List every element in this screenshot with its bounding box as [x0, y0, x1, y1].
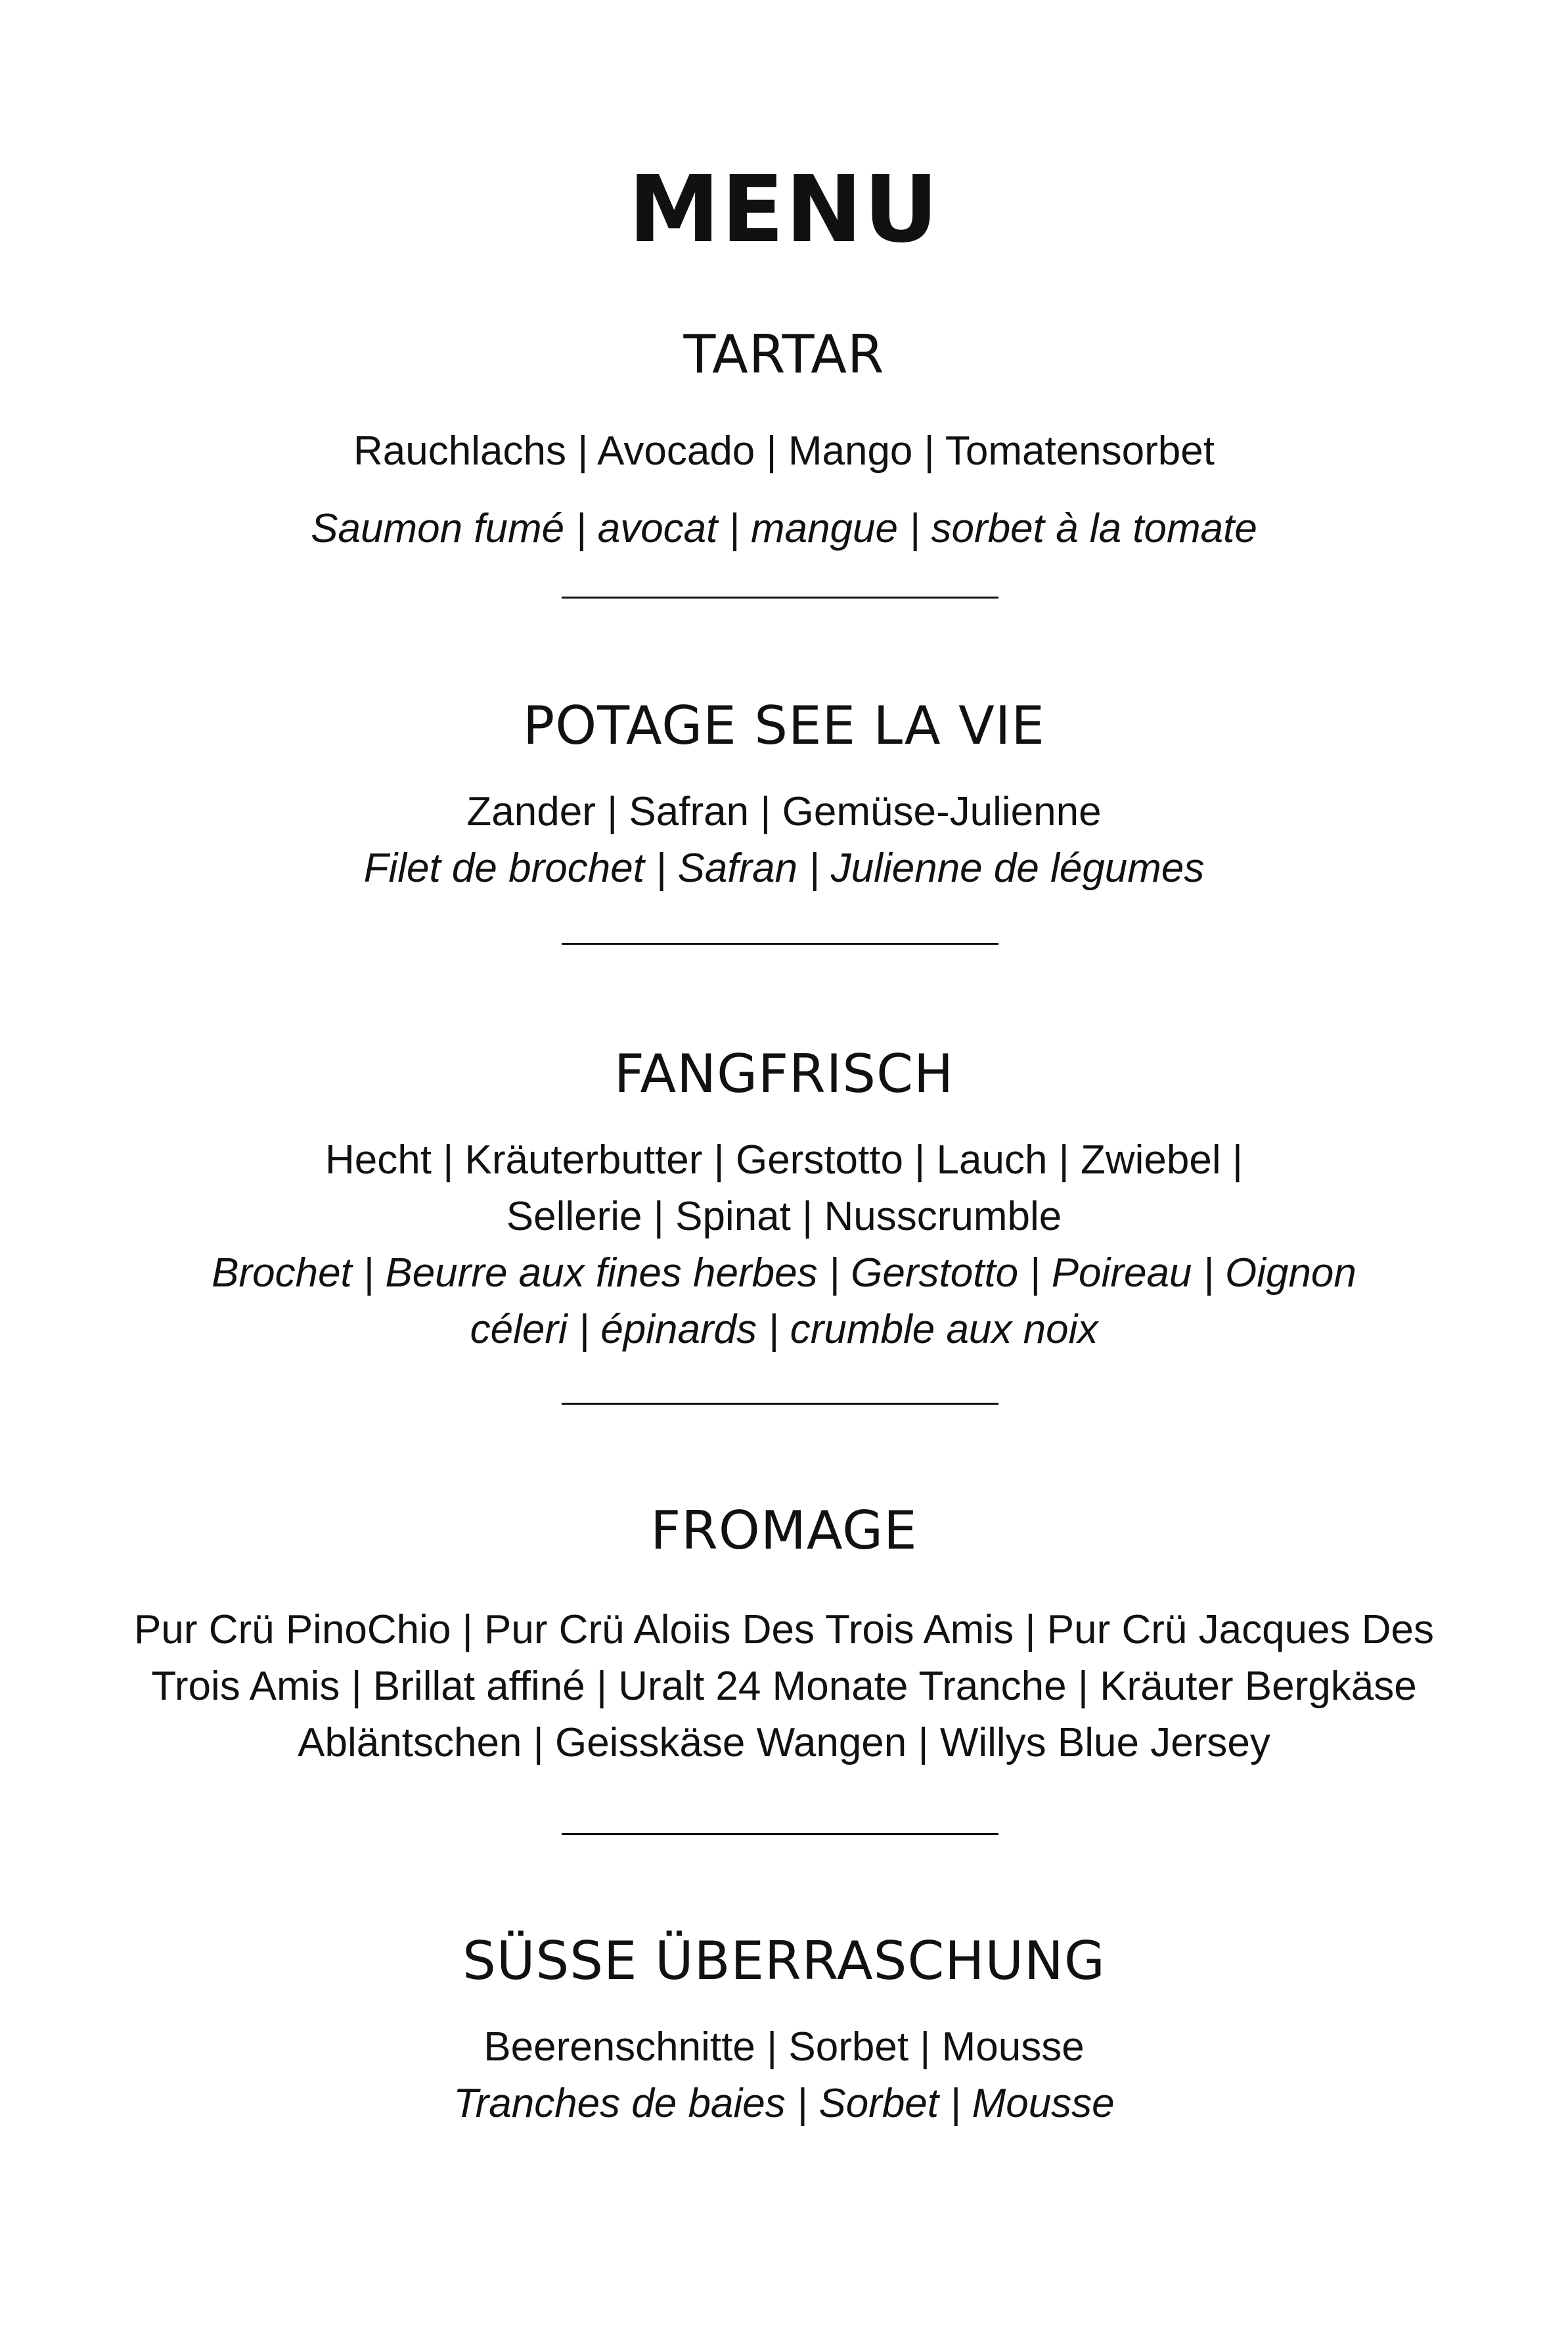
dish-line-de: Trois Amis | Brillat affiné | Uralt 24 Monate Tranche | Kräuter Bergkäse: [151, 1664, 1417, 1709]
dish-line-de: Beerenschnitte | Sorbet | Mousse: [483, 2024, 1085, 2070]
dish-line-de: Rauchlachs | Avocado | Mango | Tomatensorbet: [353, 428, 1215, 474]
section-title: SÜSSE ÜBERRASCHUNG: [462, 1930, 1106, 1991]
dish-line-de: Sellerie | Spinat | Nusscrumble: [506, 1194, 1062, 1239]
dish-line-fr: Filet de brochet | Safran | Julienne de légumes: [363, 846, 1205, 891]
section-fromage: [0, 1498, 1568, 1771]
section-tartar: [0, 322, 1568, 568]
section-title: POTAGE SEE LA VIE: [523, 695, 1045, 756]
dish-line-fr: céleri | épinards | crumble aux noix: [470, 1307, 1098, 1352]
section-divider: [562, 943, 998, 945]
dish-line-de: Hecht | Kräuterbutter | Gerstotto | Lauch | Zwiebel |: [325, 1137, 1243, 1183]
section-divider: [562, 597, 998, 599]
section-dessert: [0, 1928, 1568, 2132]
section-title: TARTAR: [683, 324, 885, 385]
dish-line-fr: Brochet | Beurre aux fines herbes | Gerstotto | Poireau | Oignon: [212, 1250, 1356, 1296]
section-divider: [562, 1403, 998, 1405]
dish-line-de: Zander | Safran | Gemüse-Julienne: [466, 789, 1102, 834]
section-potage: [0, 693, 1568, 897]
section-title: FROMAGE: [650, 1500, 918, 1561]
dish-line-fr: Tranches de baies | Sorbet | Mousse: [453, 2081, 1115, 2126]
section-fangfrisch: [0, 1041, 1568, 1358]
section-divider: [562, 1833, 998, 1835]
dish-line-fr: Saumon fumé | avocat | mangue | sorbet à la tomate: [311, 506, 1257, 551]
dish-line-de: Abläntschen | Geisskäse Wangen | Willys Blue Jersey: [298, 1720, 1270, 1765]
menu-title: MENU: [628, 156, 940, 263]
dish-line-de: Pur Crü PinoChio | Pur Crü Aloiis Des Trois Amis | Pur Crü Jacques Des: [133, 1607, 1434, 1652]
section-title: FANGFRISCH: [614, 1043, 954, 1104]
